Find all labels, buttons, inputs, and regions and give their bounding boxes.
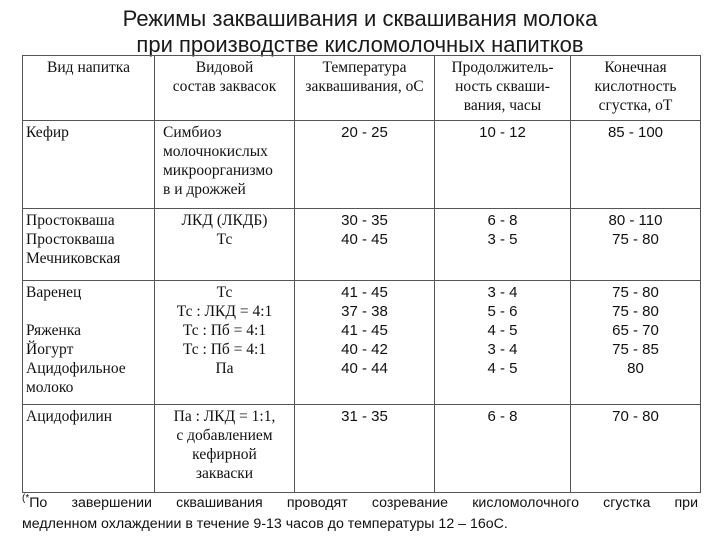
starter-text: Па: [215, 360, 234, 377]
cell-starter: [155, 209, 295, 281]
fermentation-table: [22, 55, 701, 493]
starter-text: в и дрожжей: [163, 181, 246, 198]
cell-starter: [155, 121, 295, 209]
duration-value: 3 - 5: [487, 231, 518, 248]
duration-value: 4 - 5: [487, 322, 518, 339]
temperature-value: 40 - 42: [341, 341, 388, 358]
acidity-value: 85 - 100: [607, 124, 664, 141]
drink-name: молоко: [26, 379, 74, 396]
temperature-value: 37 - 38: [341, 303, 388, 320]
duration-value: 10 - 12: [479, 124, 526, 141]
header-temperature: [295, 56, 435, 121]
starter-text: ЛКД (ЛКДБ): [181, 212, 268, 229]
cell-drink-name: [23, 209, 155, 281]
starter-text: Тс : Пб = 4:1: [182, 341, 267, 358]
title-line-1: Режимы заквашивания и сквашивания молока: [122, 6, 598, 31]
header-text: Конечная: [604, 59, 667, 76]
temperature-value: 31 - 35: [341, 408, 388, 425]
temperature-value: 40 - 44: [341, 360, 388, 377]
cell-acidity: [571, 405, 701, 493]
temperature-value: 40 - 45: [341, 231, 388, 248]
duration-value: 5 - 6: [487, 303, 518, 320]
header-text: Видовой: [195, 59, 254, 76]
starter-text: Тс: [216, 231, 233, 248]
starter-text: закваски: [195, 465, 254, 482]
duration-value: 4 - 5: [487, 360, 518, 377]
drink-name: Мечниковская: [26, 250, 121, 267]
starter-text: молочнокислых: [163, 143, 268, 160]
footnote-mark: (*: [22, 493, 30, 504]
cell-acidity: [571, 121, 701, 209]
acidity-value: 75 - 85: [612, 341, 659, 358]
table-row: [23, 281, 701, 405]
starter-text: Тс : Пб = 4:1: [182, 322, 267, 339]
header-text: Вид напитка: [47, 59, 130, 76]
starter-text: Тс: [216, 284, 233, 301]
temperature-value: 41 - 45: [341, 284, 388, 301]
header-text: заквашивания, оС: [305, 78, 424, 95]
acidity-value: 75 - 80: [612, 303, 659, 320]
header-text: кислотность: [594, 78, 677, 95]
header-duration: [435, 56, 571, 121]
acidity-value: 75 - 80: [612, 231, 659, 248]
drink-name: Йогурт: [26, 341, 74, 358]
cell-duration: [435, 209, 571, 281]
cell-duration: [435, 405, 571, 493]
header-text: сгустка, оТ: [598, 97, 673, 114]
header-final-acidity: [571, 56, 701, 121]
duration-value: 3 - 4: [487, 341, 518, 358]
cell-temperature: [295, 209, 435, 281]
drink-name: Ацидофилин: [26, 408, 113, 425]
acidity-value: 75 - 80: [612, 284, 659, 301]
starter-text: Па : ЛКД = 1:1,: [173, 408, 276, 425]
footnote-line-2: медленном охлаждении в течение 9-13 часов до температуры 12 – 16оС.: [22, 516, 508, 532]
cell-duration: [435, 121, 571, 209]
cell-starter: [155, 281, 295, 405]
drink-name: Простокваша: [26, 231, 115, 248]
cell-temperature: [295, 405, 435, 493]
starter-text: Симбиоз: [163, 124, 222, 141]
cell-temperature: [295, 281, 435, 405]
acidity-value: 70 - 80: [612, 408, 659, 425]
cell-acidity: [571, 281, 701, 405]
cell-acidity: [571, 209, 701, 281]
cell-drink-name: [23, 281, 155, 405]
table-header-row: [23, 56, 701, 121]
acidity-value: 65 - 70: [612, 322, 659, 339]
cell-duration: [435, 281, 571, 405]
header-text: ность скваши-: [455, 78, 550, 95]
acidity-value: 80: [627, 360, 644, 377]
page-title: [60, 6, 660, 58]
duration-value: 6 - 8: [487, 212, 518, 229]
header-text: Продолжитель-: [451, 59, 554, 76]
drink-name: Варенец: [26, 284, 82, 301]
cell-drink-name: [23, 121, 155, 209]
header-text: состав заквасок: [172, 78, 277, 95]
duration-value: 6 - 8: [487, 408, 518, 425]
table-row: [23, 121, 701, 209]
temperature-value: 20 - 25: [341, 124, 388, 141]
drink-name: Ацидофильное: [26, 360, 126, 377]
drink-name: Простокваша: [26, 212, 115, 229]
drink-name: Ряженка: [26, 322, 82, 339]
starter-text: микроорганизмо: [163, 162, 273, 179]
temperature-value: 41 - 45: [341, 322, 388, 339]
header-starter-composition: [155, 56, 295, 121]
footnote: [22, 493, 698, 535]
duration-value: 3 - 4: [487, 284, 518, 301]
footnote-text-1: По завершении сквашивания проводят созревание кисломолочного сгустка при: [29, 495, 698, 511]
starter-text: с добавлением: [176, 427, 273, 444]
table-row: [23, 209, 701, 281]
header-drink-type: [23, 56, 155, 121]
table-row: [23, 405, 701, 493]
acidity-value: 80 - 110: [608, 212, 663, 229]
cell-starter: [155, 405, 295, 493]
header-text: вания, часы: [463, 97, 542, 114]
drink-name: [26, 302, 151, 321]
starter-text: Тс : ЛКД = 4:1: [176, 303, 273, 320]
temperature-value: 30 - 35: [341, 212, 388, 229]
footnote-line-1: [22, 493, 698, 514]
starter-text: кефирной: [192, 446, 257, 463]
title-line-2: при производстве кисломолочных напитков: [136, 32, 584, 57]
cell-drink-name: [23, 405, 155, 493]
header-text: Температура: [322, 59, 407, 76]
cell-temperature: [295, 121, 435, 209]
drink-name: Кефир: [26, 124, 69, 141]
